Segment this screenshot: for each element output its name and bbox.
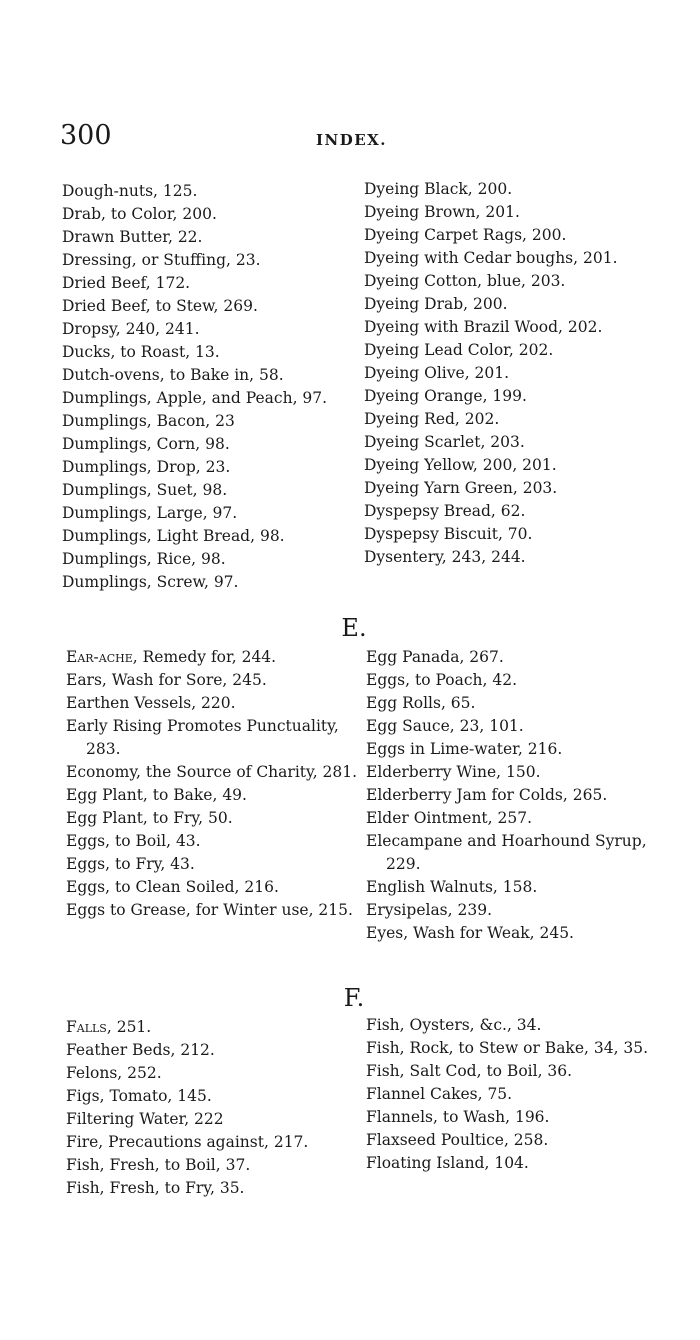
index-entry: Dyeing Scarlet, 203. (364, 433, 525, 451)
index-entry: Dyeing Orange, 199. (364, 387, 527, 405)
running-head: INDEX. (316, 131, 388, 149)
index-entry: Eggs, to Poach, 42. (366, 671, 517, 689)
index-entry: Dyeing Yellow, 200, 201. (364, 456, 557, 474)
index-entry: Felons, 252. (66, 1064, 162, 1082)
index-entry: Dyeing Brown, 201. (364, 203, 520, 221)
index-entry: Fish, Fresh, to Boil, 37. (66, 1156, 251, 1174)
index-entry: Drawn Butter, 22. (62, 228, 203, 246)
index-entry: Floating Island, 104. (366, 1154, 529, 1172)
index-entry: Egg Plant, to Fry, 50. (66, 809, 233, 827)
index-entry: Eggs to Grease, for Winter use, 215. (66, 901, 353, 919)
index-entry: Dressing, or Stuffing, 23. (62, 251, 261, 269)
index-entry: Elderberry Jam for Colds, 265. (366, 786, 608, 804)
index-entry: Eggs, to Boil, 43. (66, 832, 201, 850)
index-entry: Dumplings, Large, 97. (62, 504, 238, 522)
index-entry: Dyeing Cotton, blue, 203. (364, 272, 566, 290)
index-entry: Dyeing Lead Color, 202. (364, 341, 554, 359)
index-entry: Eggs, to Fry, 43. (66, 855, 195, 873)
index-entry: Elder Ointment, 257. (366, 809, 533, 827)
index-entry: Erysipelas, 239. (366, 901, 493, 919)
index-entry: English Walnuts, 158. (366, 878, 538, 896)
index-column-e-right (366, 646, 656, 945)
section-letter-f: F. (343, 984, 365, 1012)
index-entry: Dumplings, Corn, 98. (62, 435, 230, 453)
index-entry: Fish, Oysters, &c., 34. (366, 1016, 542, 1034)
index-entry: Dyeing Yarn Green, 203. (364, 479, 558, 497)
index-entry: Dough-nuts, 125. (62, 182, 198, 200)
index-entry: Egg Panada, 267. (366, 648, 504, 666)
index-entry: Egg Rolls, 65. (366, 694, 476, 712)
index-entry: Fish, Salt Cod, to Boil, 36. (366, 1062, 573, 1080)
index-entry: Elecampane and Hoarhound Syrup, 229. (366, 832, 647, 873)
index-entry: Dropsy, 240, 241. (62, 320, 200, 338)
index-entry: Flannel Cakes, 75. (366, 1085, 513, 1103)
index-entry: Dyeing Olive, 201. (364, 364, 510, 382)
index-entry: Early Rising Promotes Punctuality, 283. (66, 717, 339, 758)
index-entry: Economy, the Source of Charity, 281. (66, 763, 358, 781)
index-entry: Dumplings, Apple, and Peach, 97. (62, 389, 328, 407)
index-entry: Dyspepsy Biscuit, 70. (364, 525, 533, 543)
index-entry: Feather Beds, 212. (66, 1041, 215, 1059)
index-entry: Egg Sauce, 23, 101. (366, 717, 524, 735)
index-entry: Earthen Vessels, 220. (66, 694, 236, 712)
index-entry: Dumplings, Drop, 23. (62, 458, 231, 476)
index-entry: Eyes, Wash for Weak, 245. (366, 924, 574, 942)
index-entry: Dyeing Red, 202. (364, 410, 500, 428)
section-letter-e: E. (341, 614, 367, 642)
page-number: 300 (60, 120, 112, 151)
index-entry: Elderberry Wine, 150. (366, 763, 541, 781)
index-entry: Ear-ache, Remedy for, 244. (66, 648, 277, 666)
index-entry: Dumplings, Screw, 97. (62, 573, 239, 591)
index-entry: Flaxseed Poultice, 258. (366, 1131, 549, 1149)
index-column-d-left (62, 180, 352, 594)
index-entry: Dumplings, Suet, 98. (62, 481, 228, 499)
index-entry: Fish, Fresh, to Fry, 35. (66, 1179, 245, 1197)
index-entry: Falls, 251. (66, 1018, 152, 1036)
index-entry: Dried Beef, to Stew, 269. (62, 297, 258, 315)
index-entry: Eggs, to Clean Soiled, 216. (66, 878, 279, 896)
index-column-f-right (366, 1014, 666, 1175)
index-column-e-left (66, 646, 356, 922)
index-entry: Ducks, to Roast, 13. (62, 343, 220, 361)
index-entry: Ears, Wash for Sore, 245. (66, 671, 267, 689)
index-entry: Dysentery, 243, 244. (364, 548, 526, 566)
index-entry: Dumplings, Bacon, 23 (62, 412, 235, 430)
index-column-d-right (364, 178, 664, 569)
index-entry: Fire, Precautions against, 217. (66, 1133, 309, 1151)
index-entry: Figs, Tomato, 145. (66, 1087, 212, 1105)
index-entry: Dyeing Carpet Rags, 200. (364, 226, 567, 244)
index-entry: Dyeing with Brazil Wood, 202. (364, 318, 603, 336)
index-entry: Dutch-ovens, to Bake in, 58. (62, 366, 284, 384)
index-entry: Dried Beef, 172. (62, 274, 191, 292)
index-entry: Drab, to Color, 200. (62, 205, 217, 223)
index-entry: Dyeing with Cedar boughs, 201. (364, 249, 618, 267)
index-entry: Eggs in Lime-water, 216. (366, 740, 563, 758)
index-column-f-left (66, 1016, 356, 1200)
index-entry: Filtering Water, 222 (66, 1110, 224, 1128)
index-entry: Dyspepsy Bread, 62. (364, 502, 526, 520)
index-entry: Flannels, to Wash, 196. (366, 1108, 550, 1126)
index-entry: Dyeing Black, 200. (364, 180, 513, 198)
index-entry: Dumplings, Rice, 98. (62, 550, 226, 568)
index-entry: Egg Plant, to Bake, 49. (66, 786, 247, 804)
index-entry: Fish, Rock, to Stew or Bake, 34, 35. (366, 1039, 649, 1057)
index-entry: Dumplings, Light Bread, 98. (62, 527, 285, 545)
index-entry: Dyeing Drab, 200. (364, 295, 508, 313)
